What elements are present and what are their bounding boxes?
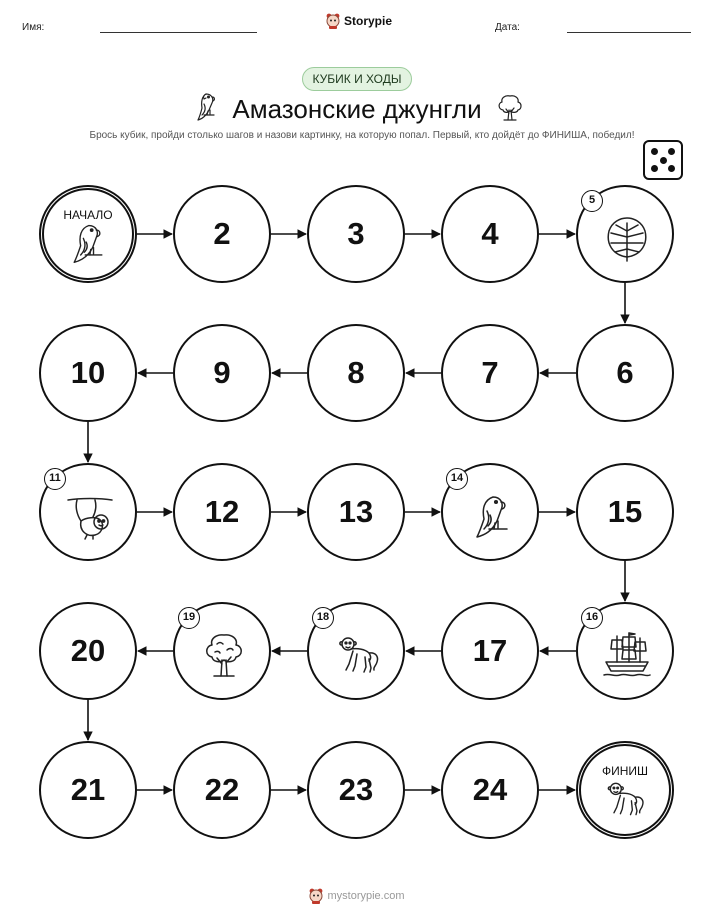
cell-number: 22 xyxy=(204,772,240,807)
picture-cell[interactable] xyxy=(576,185,674,283)
cell-number: 15 xyxy=(607,494,643,529)
page-title: Амазонские джунгли xyxy=(232,94,482,124)
board-cell[interactable] xyxy=(441,324,539,422)
board-cell[interactable] xyxy=(39,741,137,839)
picture-cell[interactable] xyxy=(307,602,405,700)
start-label: НАЧАЛО xyxy=(63,208,113,222)
cell-badge: 18 xyxy=(312,607,334,629)
start-cell[interactable] xyxy=(39,185,137,283)
cell-number: 3 xyxy=(347,216,365,251)
board-cell[interactable] xyxy=(576,463,674,561)
sloth-icon xyxy=(65,491,115,541)
board-cell[interactable] xyxy=(173,741,271,839)
instructions-text: Брось кубик, пройди столько шагов и назови картинку, на которую попал. Первый, кто дойдёт до ФИНИША, победил! xyxy=(89,130,635,141)
tree-icon xyxy=(199,630,249,680)
date-label: Дата: xyxy=(495,22,520,33)
footer-url[interactable]: mystorypie.com xyxy=(327,890,405,902)
board-cell[interactable] xyxy=(441,185,539,283)
ship-icon xyxy=(602,630,652,680)
board-cell[interactable] xyxy=(307,324,405,422)
board-cell[interactable] xyxy=(173,185,271,283)
cell-badge: 19 xyxy=(178,607,200,629)
cell-number: 12 xyxy=(204,494,240,529)
cell-badge: 5 xyxy=(581,190,603,212)
board-cell[interactable] xyxy=(307,741,405,839)
cell-badge: 14 xyxy=(446,468,468,490)
picture-cell[interactable] xyxy=(39,463,137,561)
storypie-mascot-icon xyxy=(309,888,323,904)
cell-number: 21 xyxy=(70,772,106,807)
board-cell[interactable] xyxy=(441,741,539,839)
board-cell[interactable] xyxy=(173,463,271,561)
picture-cell[interactable] xyxy=(441,463,539,561)
cell-number: 9 xyxy=(213,355,231,390)
cell-badge: 11 xyxy=(44,468,66,490)
cell-number: 20 xyxy=(70,633,106,668)
board-cell[interactable] xyxy=(576,324,674,422)
board-cell[interactable] xyxy=(173,324,271,422)
monkey-icon xyxy=(333,630,383,680)
game-type-badge: КУБИК И ХОДЫ xyxy=(302,67,412,91)
board-cell[interactable] xyxy=(39,602,137,700)
cell-number: 24 xyxy=(472,772,508,807)
leaf-icon xyxy=(602,213,652,263)
monkey-icon xyxy=(602,776,648,822)
picture-cell[interactable] xyxy=(173,602,271,700)
finish-label: ФИНИШ xyxy=(601,764,649,778)
parrot-icon xyxy=(65,220,111,266)
parrot-icon xyxy=(467,491,517,541)
cell-number: 6 xyxy=(616,355,634,390)
cell-number: 2 xyxy=(213,216,231,251)
cell-number: 10 xyxy=(70,355,106,390)
board-cell[interactable] xyxy=(39,324,137,422)
cell-number: 17 xyxy=(472,633,508,668)
cell-number: 4 xyxy=(481,216,499,251)
cell-number: 7 xyxy=(481,355,499,390)
brand-name: Storypie xyxy=(344,14,393,28)
picture-cell[interactable] xyxy=(576,602,674,700)
footer xyxy=(0,888,714,904)
board-cell[interactable] xyxy=(307,463,405,561)
cell-badge: 16 xyxy=(581,607,603,629)
board-cell[interactable] xyxy=(307,185,405,283)
board-cell[interactable] xyxy=(441,602,539,700)
cell-number: 13 xyxy=(338,494,374,529)
finish-cell[interactable] xyxy=(576,741,674,839)
cell-number: 8 xyxy=(347,355,365,390)
name-label: Имя: xyxy=(22,22,45,33)
cell-number: 23 xyxy=(338,772,374,807)
